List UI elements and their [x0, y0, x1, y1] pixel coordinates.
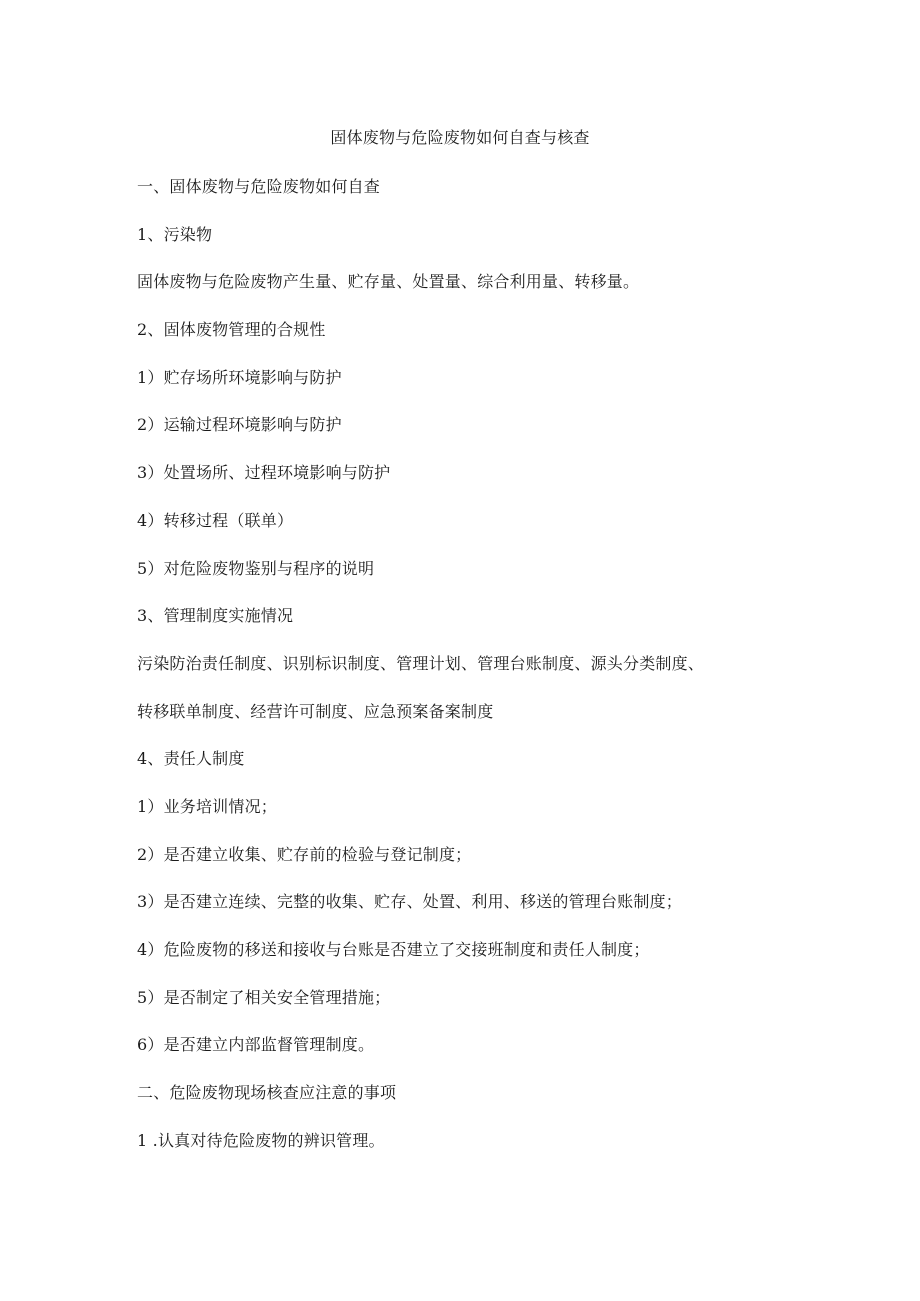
list-item: 5）是否制定了相关安全管理措施； [137, 987, 391, 1007]
list-item: 3）处置场所、过程环境影响与防护 [137, 463, 391, 483]
list-item: 1 .认真对待危险废物的辨识管理。 [137, 1130, 385, 1150]
list-item: 3）是否建立连续、完整的收集、贮存、处置、利用、移送的管理台账制度； [137, 892, 682, 912]
list-item: 6）是否建立内部监督管理制度。 [137, 1035, 375, 1055]
subheading-responsibility: 4、责任人制度 [137, 749, 245, 769]
paragraph-systems-line-1: 污染防治责任制度、识别标识制度、管理计划、管理台账制度、源头分类制度、 [137, 653, 705, 673]
list-item: 2）是否建立收集、贮存前的检验与登记制度； [137, 844, 472, 864]
section-heading-1: 一、固体废物与危险废物如何自查 [137, 177, 381, 196]
document-body [137, 176, 837, 1177]
list-item: 1）贮存场所环境影响与防护 [137, 367, 342, 387]
list-item: 4）转移过程（联单） [137, 510, 294, 530]
subheading-management-system: 3、管理制度实施情况 [137, 606, 294, 626]
section-heading-2: 二、危险废物现场核查应注意的事项 [137, 1083, 397, 1103]
list-item: 5）对危险废物鉴别与程序的说明 [137, 558, 375, 578]
list-item: 2）运输过程环境影响与防护 [137, 415, 342, 435]
document-title: 固体废物与危险废物如何自查与核查 [330, 128, 590, 147]
list-item: 1）业务培训情况； [137, 796, 277, 816]
subheading-pollutants: 1、污染物 [137, 224, 213, 244]
paragraph-systems-line-2: 转移联单制度、经营许可制度、应急预案备案制度 [137, 701, 494, 721]
subheading-compliance: 2、固体废物管理的合规性 [137, 320, 326, 340]
list-item: 4）危险废物的移送和接收与台账是否建立了交接班制度和责任人制度； [137, 940, 650, 959]
paragraph-pollutants: 固体废物与危险废物产生量、贮存量、处置量、综合利用量、转移量。 [137, 272, 640, 292]
